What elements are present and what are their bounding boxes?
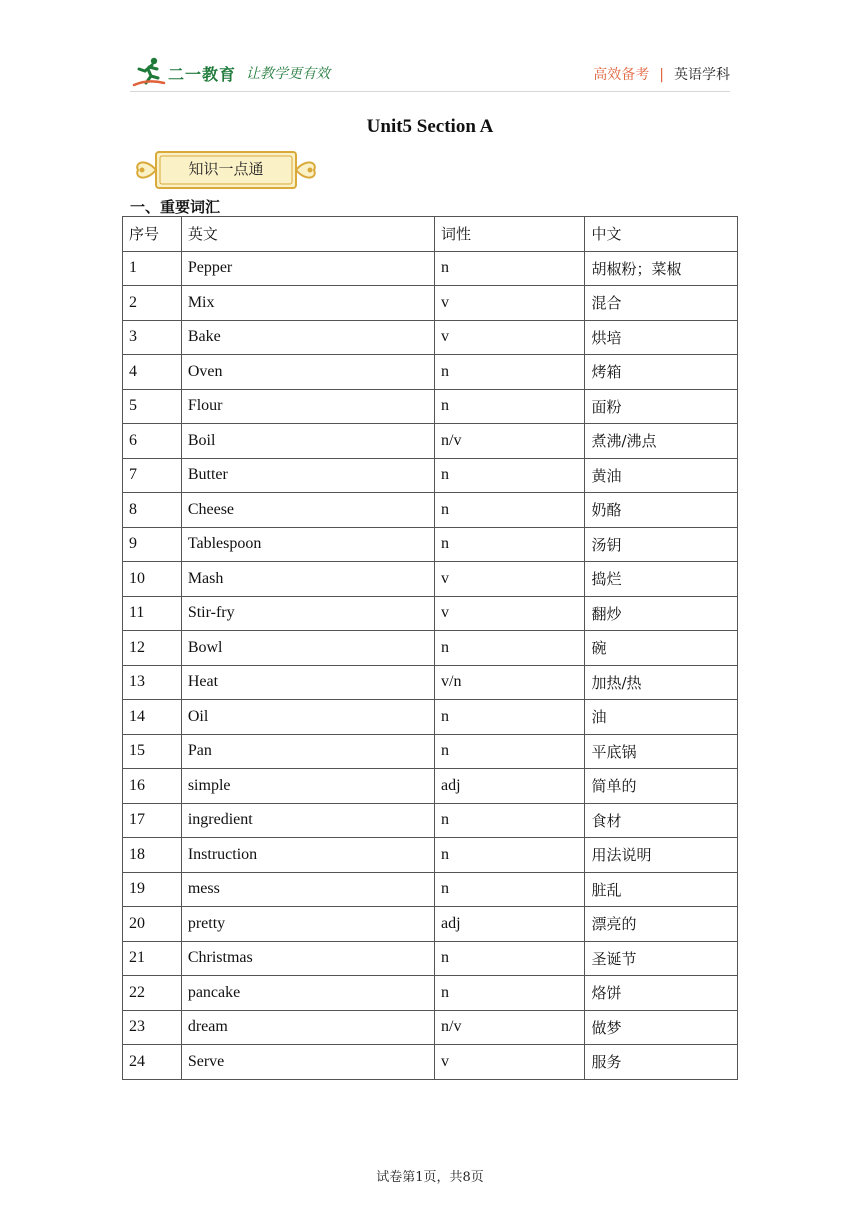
row-number: 12 bbox=[123, 631, 182, 666]
page-title: Unit5 Section A bbox=[366, 116, 494, 137]
part-of-speech: v bbox=[435, 1045, 585, 1080]
row-number: 5 bbox=[123, 389, 182, 424]
chinese-meaning: 奶酪 bbox=[585, 493, 738, 528]
english-word: simple bbox=[181, 769, 434, 804]
english-word: mess bbox=[181, 872, 434, 907]
chinese-meaning: 用法说明 bbox=[585, 838, 738, 873]
english-word: Heat bbox=[181, 665, 434, 700]
english-word: Stir-fry bbox=[181, 596, 434, 631]
part-of-speech: n bbox=[435, 838, 585, 873]
header-tags bbox=[593, 64, 730, 84]
table-row bbox=[123, 1010, 738, 1045]
chinese-meaning: 黄油 bbox=[585, 458, 738, 493]
chinese-meaning: 烙饼 bbox=[585, 976, 738, 1011]
header-subject: 英语学科 bbox=[674, 67, 730, 83]
english-word: Pepper bbox=[181, 251, 434, 286]
part-of-speech: n bbox=[435, 389, 585, 424]
part-of-speech: n bbox=[435, 803, 585, 838]
chinese-meaning: 混合 bbox=[585, 286, 738, 321]
column-header: 中文 bbox=[585, 217, 738, 252]
part-of-speech: adj bbox=[435, 769, 585, 804]
banner-text: 知识一点通 bbox=[188, 160, 264, 178]
row-number: 21 bbox=[123, 941, 182, 976]
row-number: 8 bbox=[123, 493, 182, 528]
table-row bbox=[123, 872, 738, 907]
chinese-meaning: 平底锅 bbox=[585, 734, 738, 769]
row-number: 18 bbox=[123, 838, 182, 873]
column-header: 英文 bbox=[181, 217, 434, 252]
english-word: Serve bbox=[181, 1045, 434, 1080]
table-row bbox=[123, 734, 738, 769]
english-word: Bake bbox=[181, 320, 434, 355]
table-row bbox=[123, 941, 738, 976]
table-row bbox=[123, 424, 738, 459]
part-of-speech: n bbox=[435, 976, 585, 1011]
chinese-meaning: 烤箱 bbox=[585, 355, 738, 390]
table-row bbox=[123, 596, 738, 631]
part-of-speech: n bbox=[435, 700, 585, 735]
chinese-meaning: 翻炒 bbox=[585, 596, 738, 631]
table-header-row bbox=[123, 217, 738, 252]
part-of-speech: n bbox=[435, 527, 585, 562]
row-number: 2 bbox=[123, 286, 182, 321]
part-of-speech: n bbox=[435, 458, 585, 493]
row-number: 13 bbox=[123, 665, 182, 700]
brand-logo bbox=[132, 56, 352, 88]
row-number: 23 bbox=[123, 1010, 182, 1045]
header-separator: | bbox=[659, 67, 664, 83]
row-number: 16 bbox=[123, 769, 182, 804]
part-of-speech: v bbox=[435, 320, 585, 355]
chinese-meaning: 服务 bbox=[585, 1045, 738, 1080]
row-number: 4 bbox=[123, 355, 182, 390]
row-number: 3 bbox=[123, 320, 182, 355]
row-number: 7 bbox=[123, 458, 182, 493]
table-row bbox=[123, 769, 738, 804]
part-of-speech: n bbox=[435, 631, 585, 666]
table-row bbox=[123, 527, 738, 562]
english-word: Cheese bbox=[181, 493, 434, 528]
column-header: 词性 bbox=[435, 217, 585, 252]
chinese-meaning: 脏乱 bbox=[585, 872, 738, 907]
part-of-speech: n bbox=[435, 251, 585, 286]
row-number: 20 bbox=[123, 907, 182, 942]
table-row bbox=[123, 389, 738, 424]
english-word: pancake bbox=[181, 976, 434, 1011]
chinese-meaning: 面粉 bbox=[585, 389, 738, 424]
english-word: Oven bbox=[181, 355, 434, 390]
english-word: Boil bbox=[181, 424, 434, 459]
chinese-meaning: 烘培 bbox=[585, 320, 738, 355]
page-header bbox=[0, 0, 860, 100]
row-number: 14 bbox=[123, 700, 182, 735]
part-of-speech: n/v bbox=[435, 424, 585, 459]
header-tag: 高效备考 bbox=[593, 67, 650, 83]
part-of-speech: v bbox=[435, 562, 585, 597]
header-divider bbox=[130, 91, 730, 92]
table-row bbox=[123, 493, 738, 528]
chinese-meaning: 加热/热 bbox=[585, 665, 738, 700]
chinese-meaning: 圣诞节 bbox=[585, 941, 738, 976]
table-row bbox=[123, 251, 738, 286]
table-row bbox=[123, 631, 738, 666]
chinese-meaning: 捣烂 bbox=[585, 562, 738, 597]
page-footer: 试卷第1页，共8页 bbox=[376, 1170, 484, 1185]
table-row bbox=[123, 458, 738, 493]
part-of-speech: adj bbox=[435, 907, 585, 942]
english-word: Instruction bbox=[181, 838, 434, 873]
vocabulary-table bbox=[122, 216, 738, 1080]
table-row bbox=[123, 355, 738, 390]
table-row bbox=[123, 803, 738, 838]
part-of-speech: n bbox=[435, 355, 585, 390]
chinese-meaning: 简单的 bbox=[585, 769, 738, 804]
english-word: ingredient bbox=[181, 803, 434, 838]
part-of-speech: v bbox=[435, 286, 585, 321]
english-word: dream bbox=[181, 1010, 434, 1045]
english-word: Mix bbox=[181, 286, 434, 321]
row-number: 17 bbox=[123, 803, 182, 838]
part-of-speech: n/v bbox=[435, 1010, 585, 1045]
brand-slogan: 让教学更有效 bbox=[246, 66, 330, 82]
part-of-speech: n bbox=[435, 493, 585, 528]
english-word: pretty bbox=[181, 907, 434, 942]
table-row bbox=[123, 286, 738, 321]
section-banner bbox=[128, 148, 324, 192]
english-word: Tablespoon bbox=[181, 527, 434, 562]
table-row bbox=[123, 1045, 738, 1080]
english-word: Oil bbox=[181, 700, 434, 735]
row-number: 24 bbox=[123, 1045, 182, 1080]
english-word: Bowl bbox=[181, 631, 434, 666]
english-word: Butter bbox=[181, 458, 434, 493]
chinese-meaning: 食材 bbox=[585, 803, 738, 838]
english-word: Mash bbox=[181, 562, 434, 597]
brand-name: 二一教育 bbox=[168, 65, 237, 84]
row-number: 1 bbox=[123, 251, 182, 286]
table-row bbox=[123, 907, 738, 942]
chinese-meaning: 汤钥 bbox=[585, 527, 738, 562]
part-of-speech: n bbox=[435, 734, 585, 769]
part-of-speech: v bbox=[435, 596, 585, 631]
table-row bbox=[123, 562, 738, 597]
table-row bbox=[123, 320, 738, 355]
row-number: 9 bbox=[123, 527, 182, 562]
chinese-meaning: 胡椒粉；菜椒 bbox=[585, 251, 738, 286]
table-row bbox=[123, 838, 738, 873]
chinese-meaning: 碗 bbox=[585, 631, 738, 666]
row-number: 10 bbox=[123, 562, 182, 597]
row-number: 11 bbox=[123, 596, 182, 631]
part-of-speech: n bbox=[435, 872, 585, 907]
table-row bbox=[123, 700, 738, 735]
table-row bbox=[123, 665, 738, 700]
table-row bbox=[123, 976, 738, 1011]
row-number: 6 bbox=[123, 424, 182, 459]
chinese-meaning: 漂亮的 bbox=[585, 907, 738, 942]
section-heading: 一、重要词汇 bbox=[130, 198, 221, 216]
row-number: 19 bbox=[123, 872, 182, 907]
row-number: 15 bbox=[123, 734, 182, 769]
column-header: 序号 bbox=[123, 217, 182, 252]
chinese-meaning: 油 bbox=[585, 700, 738, 735]
english-word: Flour bbox=[181, 389, 434, 424]
runner-logo-icon bbox=[132, 56, 166, 88]
part-of-speech: v/n bbox=[435, 665, 585, 700]
english-word: Pan bbox=[181, 734, 434, 769]
english-word: Christmas bbox=[181, 941, 434, 976]
part-of-speech: n bbox=[435, 941, 585, 976]
chinese-meaning: 做梦 bbox=[585, 1010, 738, 1045]
row-number: 22 bbox=[123, 976, 182, 1011]
chinese-meaning: 煮沸/沸点 bbox=[585, 424, 738, 459]
